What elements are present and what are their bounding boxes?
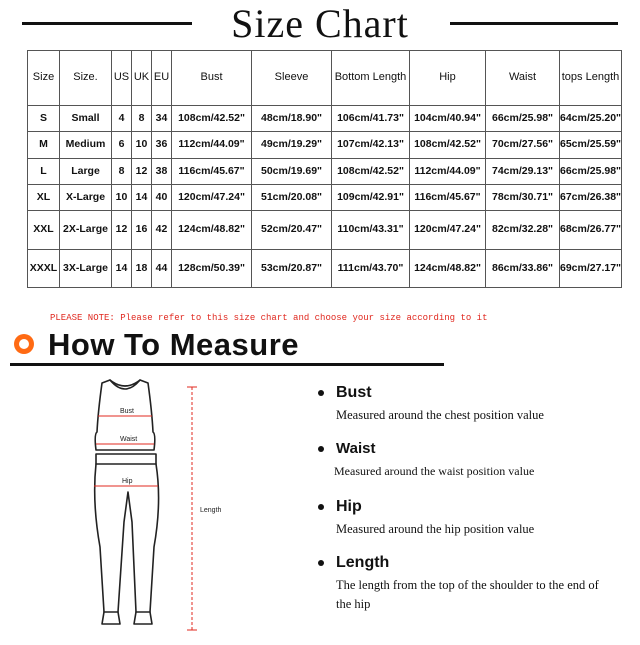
table-header-row (28, 51, 622, 106)
table-cell: 40 (152, 184, 172, 210)
bullet-icon (318, 390, 324, 396)
header-cell: Bottom Length (332, 51, 410, 106)
table-cell: 116cm/45.67" (410, 184, 486, 210)
header-cell: Waist (486, 51, 560, 106)
table-cell: Medium (60, 132, 112, 158)
table-cell: 10 (112, 184, 132, 210)
size-note: PLEASE NOTE: Please refer to this size chart and choose your size according to it (50, 313, 488, 323)
measure-description: The length from the top of the shoulder to the end of the hip (336, 578, 599, 611)
header-cell: Bust (172, 51, 252, 106)
page-title: Size Chart (231, 1, 409, 46)
header-cell: Size (28, 51, 60, 106)
table-cell: 44 (152, 249, 172, 287)
table-cell: 108cm/42.52" (172, 105, 252, 131)
table-cell: 108cm/42.52" (332, 158, 410, 184)
table-cell: 106cm/41.73" (332, 105, 410, 131)
table-cell: 34 (152, 105, 172, 131)
circle-bullet-icon (14, 334, 34, 354)
table-cell: 120cm/47.24" (410, 211, 486, 249)
table-row (28, 211, 622, 249)
table-cell: 124cm/48.82" (172, 211, 252, 249)
table-cell: X-Large (60, 184, 112, 210)
table-row (28, 105, 622, 131)
table-row (28, 184, 622, 210)
table-cell: 10 (132, 132, 152, 158)
table-cell: 49cm/19.29" (252, 132, 332, 158)
measure-title: Hip (336, 498, 362, 515)
how-to-measure-header (10, 326, 640, 366)
table-cell: XL (28, 184, 60, 210)
table-cell: 8 (132, 105, 152, 131)
measure-title: Waist (336, 440, 376, 457)
table-cell: 120cm/47.24" (172, 184, 252, 210)
table-cell: 2X-Large (60, 211, 112, 249)
table-cell: 12 (132, 158, 152, 184)
table-row (28, 249, 622, 287)
table-cell: 82cm/32.28" (486, 211, 560, 249)
table-cell: 69cm/27.17" (560, 249, 622, 287)
table-cell: L (28, 158, 60, 184)
table-cell: 18 (132, 249, 152, 287)
table-cell: 110cm/43.31" (332, 211, 410, 249)
header-cell: EU (152, 51, 172, 106)
header-cell: Sleeve (252, 51, 332, 106)
table-cell: 12 (112, 211, 132, 249)
table-cell: 74cm/29.13" (486, 158, 560, 184)
table-cell: 14 (112, 249, 132, 287)
table-cell: 8 (112, 158, 132, 184)
table-cell: 112cm/44.09" (172, 132, 252, 158)
table-cell: S (28, 105, 60, 131)
figure-label-bust: Bust (120, 408, 135, 415)
table-cell: 70cm/27.56" (486, 132, 560, 158)
table-cell: 111cm/43.70" (332, 249, 410, 287)
table-row (28, 132, 622, 158)
measure-description: Measured around the hip position value (336, 522, 535, 536)
table-cell: XXXL (28, 249, 60, 287)
table-cell: 128cm/50.39" (172, 249, 252, 287)
table-cell: Large (60, 158, 112, 184)
header-cell: US (112, 51, 132, 106)
body-silhouette-icon (40, 372, 280, 640)
table-cell: Small (60, 105, 112, 131)
table-cell: 116cm/45.67" (172, 158, 252, 184)
figure-label-length: Length (200, 507, 222, 514)
table-cell: 64cm/25.20" (560, 105, 622, 131)
table-cell: 66cm/25.98" (560, 158, 622, 184)
title-rule-right (450, 22, 618, 25)
table-cell: 16 (132, 211, 152, 249)
header-cell: Size. (60, 51, 112, 106)
table-row (28, 158, 622, 184)
title-bar (0, 0, 640, 48)
bullet-icon (318, 504, 324, 510)
measure-title: Bust (336, 384, 372, 401)
table-cell: 6 (112, 132, 132, 158)
table-cell: 50cm/19.69" (252, 158, 332, 184)
table-cell: 66cm/25.98" (486, 105, 560, 131)
bullet-icon (318, 560, 324, 566)
table-cell: 107cm/42.13" (332, 132, 410, 158)
header-cell: Hip (410, 51, 486, 106)
table-cell: 53cm/20.87" (252, 249, 332, 287)
table-cell: 124cm/48.82" (410, 249, 486, 287)
table-cell: 4 (112, 105, 132, 131)
table-cell: 48cm/18.90" (252, 105, 332, 131)
table-cell: 36 (152, 132, 172, 158)
table-cell: 86cm/33.86" (486, 249, 560, 287)
table-cell: 52cm/20.47" (252, 211, 332, 249)
table-cell: 38 (152, 158, 172, 184)
table-cell: 104cm/40.94" (410, 105, 486, 131)
header-cell: UK (132, 51, 152, 106)
how-to-measure-heading: How To Measure (48, 327, 300, 362)
table-cell: 78cm/30.71" (486, 184, 560, 210)
measure-description: Measured around the chest position value (336, 408, 544, 422)
bullet-icon (318, 446, 324, 452)
table-cell: 3X-Large (60, 249, 112, 287)
table-cell: 109cm/42.91" (332, 184, 410, 210)
figure-label-waist: Waist (120, 436, 138, 443)
table-cell: 51cm/20.08" (252, 184, 332, 210)
heading-rule (10, 363, 444, 366)
measure-description: Measured around the waist position value (334, 464, 535, 478)
size-table (27, 50, 622, 288)
table-cell: 42 (152, 211, 172, 249)
table-cell: M (28, 132, 60, 158)
table-cell: 108cm/42.52" (410, 132, 486, 158)
figure-label-hip: Hip (122, 478, 133, 485)
header-cell: tops Length (560, 51, 622, 106)
table-cell: XXL (28, 211, 60, 249)
measure-title: Length (336, 554, 390, 571)
table-cell: 68cm/26.77" (560, 211, 622, 249)
table-cell: 67cm/26.38" (560, 184, 622, 210)
table-cell: 112cm/44.09" (410, 158, 486, 184)
table-cell: 14 (132, 184, 152, 210)
body-figure-illustration (40, 372, 280, 640)
table-cell: 65cm/25.59" (560, 132, 622, 158)
